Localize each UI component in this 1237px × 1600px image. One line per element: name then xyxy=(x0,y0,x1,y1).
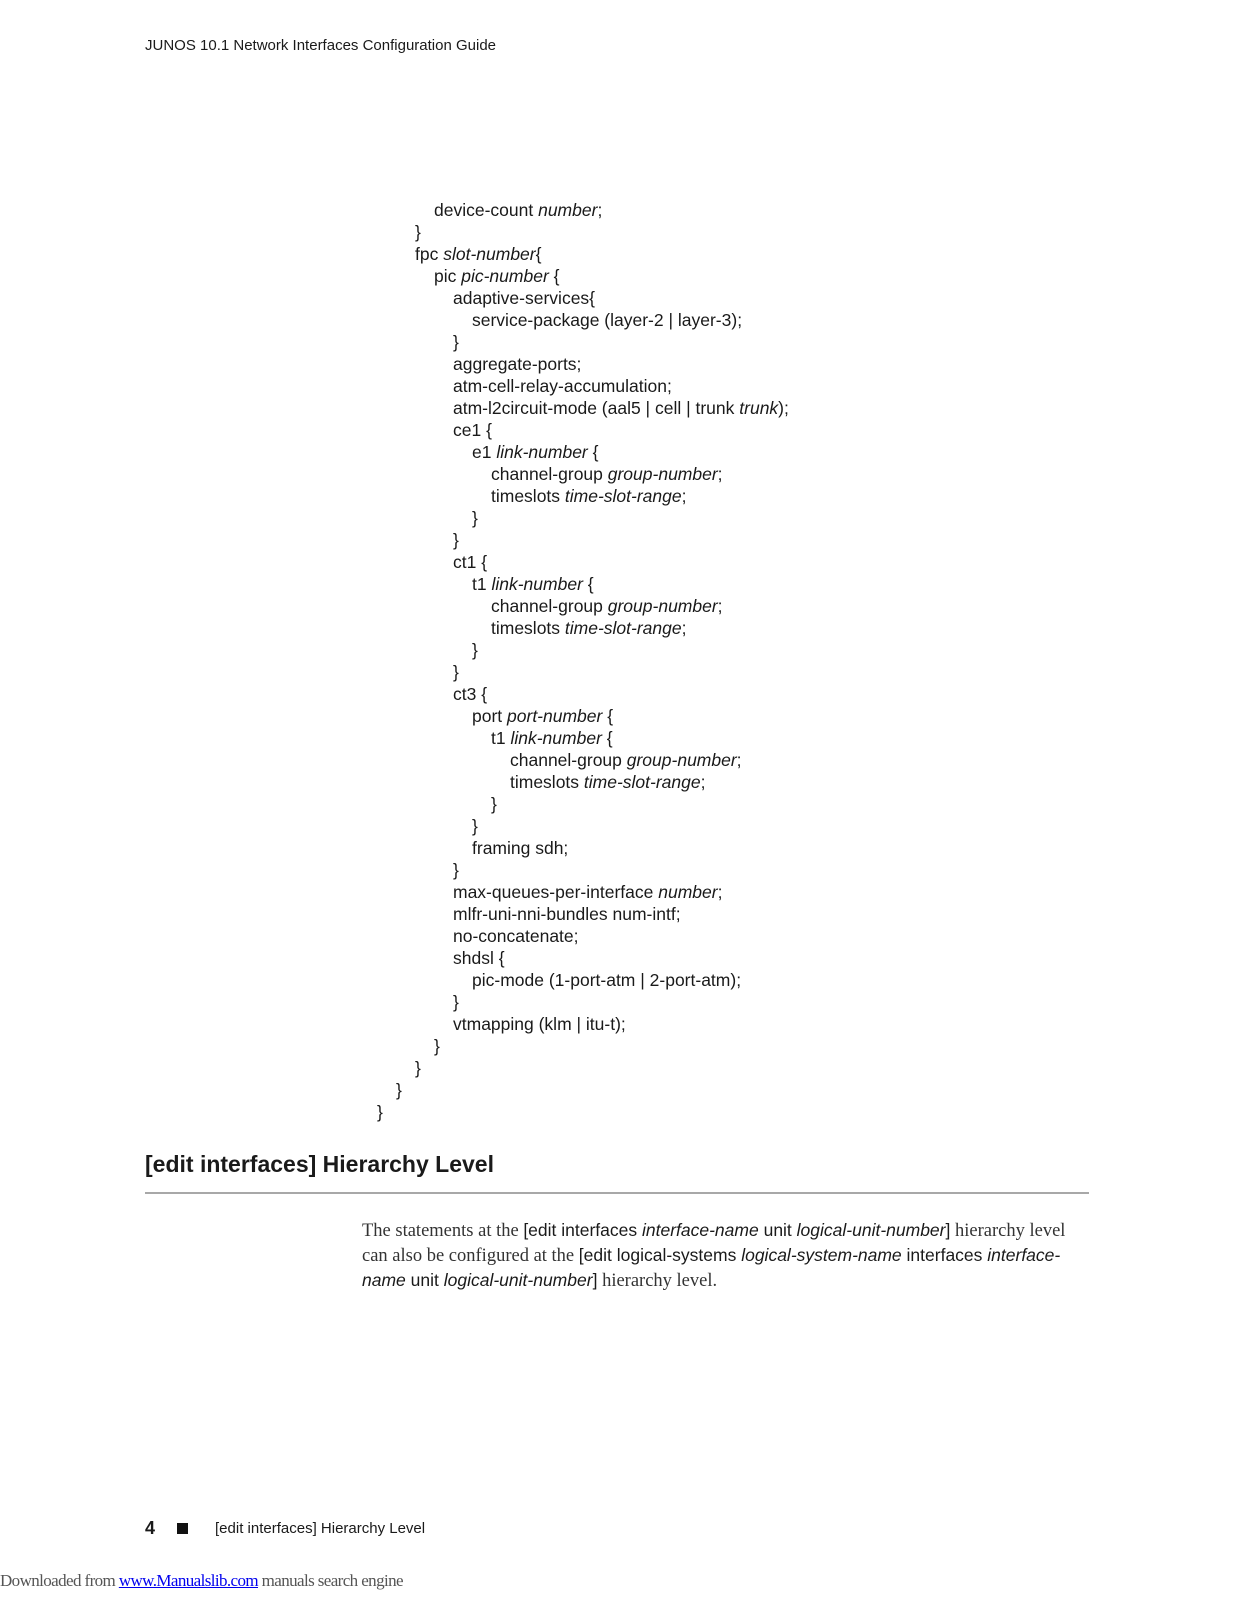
code-text: } xyxy=(396,1080,402,1100)
code-text: ; xyxy=(717,464,723,484)
code-text: } xyxy=(472,640,478,660)
code-line xyxy=(491,727,613,749)
code-text: service-package (layer-2 | layer-3); xyxy=(472,310,743,330)
code-line xyxy=(510,771,706,793)
code-text: timeslots xyxy=(491,486,565,506)
inline-code: [edit interfaces xyxy=(523,1220,642,1240)
code-text: ce1 { xyxy=(453,420,492,440)
code-text: } xyxy=(453,332,459,352)
inline-code: [edit logical-systems xyxy=(578,1245,742,1265)
code-text: ; xyxy=(736,750,742,770)
code-line xyxy=(453,925,579,947)
code-line xyxy=(510,749,742,771)
code-line xyxy=(491,463,723,485)
code-text: } xyxy=(415,222,421,242)
code-text: pic xyxy=(434,266,462,286)
code-line xyxy=(472,705,613,727)
code-line xyxy=(453,331,459,353)
code-placeholder: trunk xyxy=(739,398,779,418)
code-placeholder: time-slot-range xyxy=(564,486,682,506)
bullet-square-icon xyxy=(177,1523,188,1534)
download-prefix: Downloaded from xyxy=(0,1571,119,1590)
code-placeholder: number xyxy=(658,882,718,902)
code-text: ; xyxy=(681,618,687,638)
code-text: atm-l2circuit-mode (aal5 | cell | trunk xyxy=(453,398,740,418)
code-text: { xyxy=(587,442,599,462)
code-line xyxy=(472,815,478,837)
paragraph-text: hierarchy level can also be configured at the xyxy=(362,1221,1066,1266)
code-line xyxy=(453,881,722,903)
code-text: adaptive-services{ xyxy=(453,288,596,308)
code-text: ; xyxy=(717,596,723,616)
code-text: ct3 { xyxy=(453,684,488,704)
code-text: max-queues-per-interface xyxy=(453,882,659,902)
code-placeholder: pic-number xyxy=(461,266,549,286)
code-line xyxy=(453,551,487,573)
code-line xyxy=(434,265,560,287)
paragraph-text: The statements at the xyxy=(362,1221,524,1241)
code-text: t1 xyxy=(491,728,511,748)
code-text: channel-group xyxy=(491,464,608,484)
code-line xyxy=(491,793,497,815)
code-line xyxy=(415,243,541,265)
code-line xyxy=(453,683,487,705)
code-line xyxy=(491,617,687,639)
inline-code: ] xyxy=(945,1220,951,1240)
code-line xyxy=(453,397,789,419)
page-footer xyxy=(145,1518,425,1539)
code-text: vtmapping (klm | itu-t); xyxy=(453,1014,626,1034)
code-text: { xyxy=(535,244,542,264)
code-line xyxy=(434,1035,440,1057)
code-line xyxy=(453,661,459,683)
code-placeholder: group-number xyxy=(607,464,718,484)
code-text: } xyxy=(415,1058,421,1078)
inline-code: interfaces xyxy=(901,1245,988,1265)
code-line xyxy=(472,837,568,859)
paragraph-text: hierarchy level. xyxy=(597,1271,718,1291)
code-line xyxy=(453,375,672,397)
code-text: } xyxy=(472,508,478,528)
code-text: e1 xyxy=(472,442,497,462)
code-text: } xyxy=(453,860,459,880)
code-placeholder: group-number xyxy=(607,596,718,616)
inline-code: logical-unit-number xyxy=(796,1220,946,1240)
code-line xyxy=(453,859,459,881)
running-header: JUNOS 10.1 Network Interfaces Configuration Guide xyxy=(145,37,496,54)
code-line xyxy=(434,199,602,221)
code-placeholder: port-number xyxy=(507,706,603,726)
code-text: timeslots xyxy=(491,618,565,638)
code-text: atm-cell-relay-accumulation; xyxy=(453,376,672,396)
code-line xyxy=(453,991,459,1013)
manualslib-link[interactable]: www.Manualslib.com xyxy=(118,1571,259,1590)
code-placeholder: link-number xyxy=(496,442,588,462)
code-line xyxy=(453,947,505,969)
code-line xyxy=(472,969,741,991)
section-rule xyxy=(145,1192,1089,1194)
code-placeholder: link-number xyxy=(491,574,583,594)
code-text: { xyxy=(582,574,594,594)
code-line xyxy=(472,441,598,463)
code-line xyxy=(453,903,681,925)
code-line xyxy=(472,639,478,661)
code-line xyxy=(453,287,595,309)
code-text: } xyxy=(472,816,478,836)
code-line xyxy=(415,221,421,243)
code-line xyxy=(377,1101,383,1123)
download-suffix: manuals search engine xyxy=(258,1571,403,1590)
code-placeholder: slot-number xyxy=(443,244,536,264)
code-text: channel-group xyxy=(510,750,627,770)
code-placeholder: time-slot-range xyxy=(583,772,701,792)
code-text: ; xyxy=(700,772,706,792)
code-text: shdsl { xyxy=(453,948,505,968)
code-line xyxy=(472,309,742,331)
code-text: } xyxy=(453,530,459,550)
inline-code: interface-name xyxy=(641,1220,759,1240)
code-line xyxy=(453,1013,626,1035)
code-placeholder: number xyxy=(538,200,598,220)
inline-code: logical-unit-number xyxy=(443,1270,593,1290)
code-placeholder: time-slot-range xyxy=(564,618,682,638)
inline-code: interface-name xyxy=(362,1245,1061,1290)
code-line xyxy=(396,1079,402,1101)
code-text: } xyxy=(434,1036,440,1056)
section-heading: [edit interfaces] Hierarchy Level xyxy=(145,1151,494,1177)
code-text: } xyxy=(377,1102,383,1122)
code-text: timeslots xyxy=(510,772,584,792)
code-placeholder: link-number xyxy=(510,728,602,748)
code-text: { xyxy=(548,266,560,286)
code-text: port xyxy=(472,706,508,726)
code-text: ); xyxy=(778,398,789,418)
code-line xyxy=(453,353,581,375)
inline-code: ] xyxy=(592,1270,598,1290)
code-placeholder: group-number xyxy=(626,750,737,770)
code-line xyxy=(472,507,478,529)
code-text: device-count xyxy=(434,200,539,220)
inline-code: unit xyxy=(405,1270,444,1290)
code-text: aggregate-ports; xyxy=(453,354,582,374)
code-text: framing sdh; xyxy=(472,838,569,858)
section-paragraph xyxy=(362,1218,1089,1293)
code-text: t1 xyxy=(472,574,492,594)
code-line xyxy=(491,485,687,507)
code-text: channel-group xyxy=(491,596,608,616)
code-text: { xyxy=(602,706,614,726)
code-text: fpc xyxy=(415,244,444,264)
footer-section-title: [edit interfaces] Hierarchy Level xyxy=(215,1520,426,1537)
download-notice xyxy=(0,1571,403,1591)
code-line xyxy=(491,595,723,617)
code-text: mlfr-uni-nni-bundles num-intf; xyxy=(453,904,681,924)
code-line xyxy=(453,419,492,441)
code-text: } xyxy=(491,794,497,814)
code-text: ; xyxy=(717,882,723,902)
code-text: ; xyxy=(597,200,603,220)
code-text: no-concatenate; xyxy=(453,926,579,946)
code-text: ct1 { xyxy=(453,552,488,572)
code-text: pic-mode (1-port-atm | 2-port-atm); xyxy=(472,970,742,990)
code-line xyxy=(472,573,594,595)
code-line xyxy=(415,1057,421,1079)
inline-code: logical-system-name xyxy=(741,1245,902,1265)
page-number: 4 xyxy=(145,1518,156,1538)
code-text: } xyxy=(453,992,459,1012)
code-text: { xyxy=(601,728,613,748)
code-line xyxy=(453,529,459,551)
code-text: ; xyxy=(681,486,687,506)
inline-code: unit xyxy=(758,1220,797,1240)
code-text: } xyxy=(453,662,459,682)
